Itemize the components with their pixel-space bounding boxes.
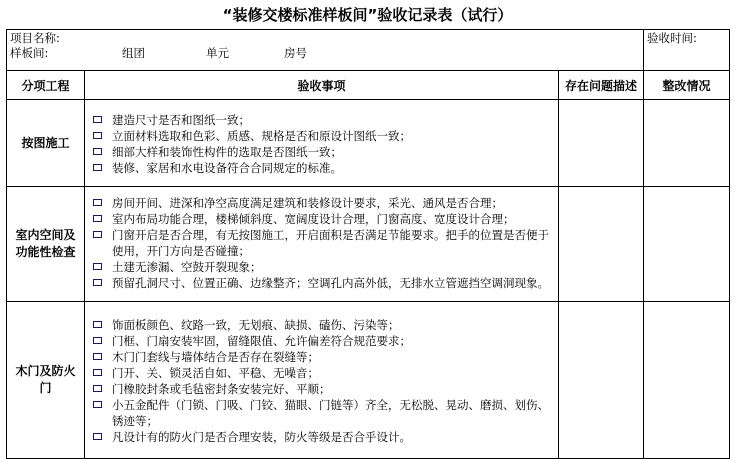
rectification-cell[interactable] — [644, 302, 730, 459]
header-row — [7, 71, 730, 100]
list-item — [93, 144, 552, 160]
checkbox[interactable] — [93, 199, 102, 206]
item-text: 门框、门扇安装牢固，留缝限值、允许偏差符合规范要求； — [112, 334, 411, 348]
section-name: 室内空间及功能性检查 — [7, 187, 85, 302]
item-text: 门开、关、锁灵活自如、平稳、无噪音； — [112, 366, 319, 380]
rectification-cell[interactable] — [644, 187, 730, 302]
checkbox[interactable] — [93, 148, 102, 155]
checkbox[interactable] — [93, 279, 102, 286]
item-text: 土建无渗漏、空鼓开裂现象； — [112, 260, 262, 274]
project-info-cell — [7, 30, 644, 71]
checkbox[interactable] — [93, 231, 102, 238]
list-item — [93, 317, 552, 333]
item-text: 室内布局功能合理，楼梯倾斜度、宽阔度设计合理，门窗高度、宽度设计合理； — [112, 212, 515, 226]
list-item — [93, 112, 552, 128]
list-item — [93, 195, 552, 211]
checkbox[interactable] — [93, 369, 102, 376]
header-items: 验收事项 — [85, 71, 559, 100]
checkbox[interactable] — [93, 385, 102, 392]
section-name: 木门及防火门 — [7, 302, 85, 459]
room-number-label: 房号 — [284, 46, 307, 60]
list-item — [93, 211, 552, 227]
rectification-cell[interactable] — [644, 100, 730, 187]
issue-cell[interactable] — [559, 302, 644, 459]
page-title: “装修交楼标准样板间”验收记录表（试行） — [222, 6, 513, 24]
issue-cell[interactable] — [559, 100, 644, 187]
checklist — [85, 100, 558, 186]
unit-label: 单元 — [206, 46, 229, 60]
header-category: 分项工程 — [7, 71, 85, 100]
inspection-table — [6, 29, 730, 459]
checkbox[interactable] — [93, 215, 102, 222]
header-issues: 存在问题描述 — [559, 71, 644, 100]
item-text: 建造尺寸是否和图纸一致； — [112, 113, 250, 127]
item-text: 门窗开启是否合理，有无按图施工，开启面积是否满足节能要求。把手的位置是否便于使用，开门方向是否碰撞； — [112, 228, 549, 258]
table-row — [7, 302, 730, 459]
list-item — [93, 128, 552, 144]
list-item — [93, 275, 552, 291]
list-item — [93, 381, 552, 397]
checkbox[interactable] — [93, 116, 102, 123]
list-item — [93, 397, 552, 429]
item-text: 凡设计有的防火门是否合理安装，防火等级是否合乎设计。 — [112, 430, 411, 444]
item-text: 门橡胶封条或毛毡密封条安装完好、平顺； — [112, 382, 331, 396]
inspection-time-cell — [644, 30, 730, 71]
project-name-label: 项目名称: — [10, 31, 60, 45]
checklist — [85, 302, 558, 455]
checkbox[interactable] — [93, 433, 102, 440]
list-item — [93, 349, 552, 365]
checkbox[interactable] — [93, 337, 102, 344]
checkbox[interactable] — [93, 132, 102, 139]
info-row — [7, 30, 730, 71]
list-item — [93, 429, 552, 445]
list-item — [93, 227, 552, 259]
sample-room-label: 样板间: — [10, 46, 49, 60]
group-label: 组团 — [122, 46, 145, 60]
checklist — [85, 187, 558, 301]
list-item — [93, 259, 552, 275]
issue-cell[interactable] — [559, 187, 644, 302]
item-text: 立面材料选取和色彩、质感、规格是否和原设计图纸一致； — [112, 129, 411, 143]
list-item — [93, 333, 552, 349]
item-text: 预留孔洞尺寸、位置正确、边缘整齐；空调孔内高外低，无排水立管遮挡空调洞现象。 — [112, 276, 549, 290]
section-name: 按图施工 — [7, 100, 85, 187]
checkbox[interactable] — [93, 353, 102, 360]
table-row — [7, 187, 730, 302]
list-item — [93, 160, 552, 176]
checkbox[interactable] — [93, 263, 102, 270]
header-rectification: 整改情况 — [644, 71, 730, 100]
table-row — [7, 100, 730, 187]
checkbox[interactable] — [93, 401, 102, 408]
checkbox[interactable] — [93, 164, 102, 171]
list-item — [93, 365, 552, 381]
item-text: 细部大样和装饰性构件的选取是否图纸一致； — [112, 145, 342, 159]
item-text: 饰面板颜色、纹路一致，无划痕、缺损、磕伤、污染等； — [112, 318, 400, 332]
item-text: 装修、家居和水电设备符合合同规定的标准。 — [112, 161, 342, 175]
checkbox[interactable] — [93, 321, 102, 328]
item-text: 房间开间、进深和净空高度满足建筑和装修设计要求，采光、通风是否合理； — [112, 196, 503, 210]
inspection-time-label: 验收时间: — [647, 31, 697, 45]
item-text: 木门门套线与墙体结合是否存在裂缝等； — [112, 350, 319, 364]
item-text: 小五金配件（门锁、门吸、门铰、猫眼、门链等）齐全，无松脱、晃动、磨损、划伤、锈迹等； — [112, 398, 549, 428]
